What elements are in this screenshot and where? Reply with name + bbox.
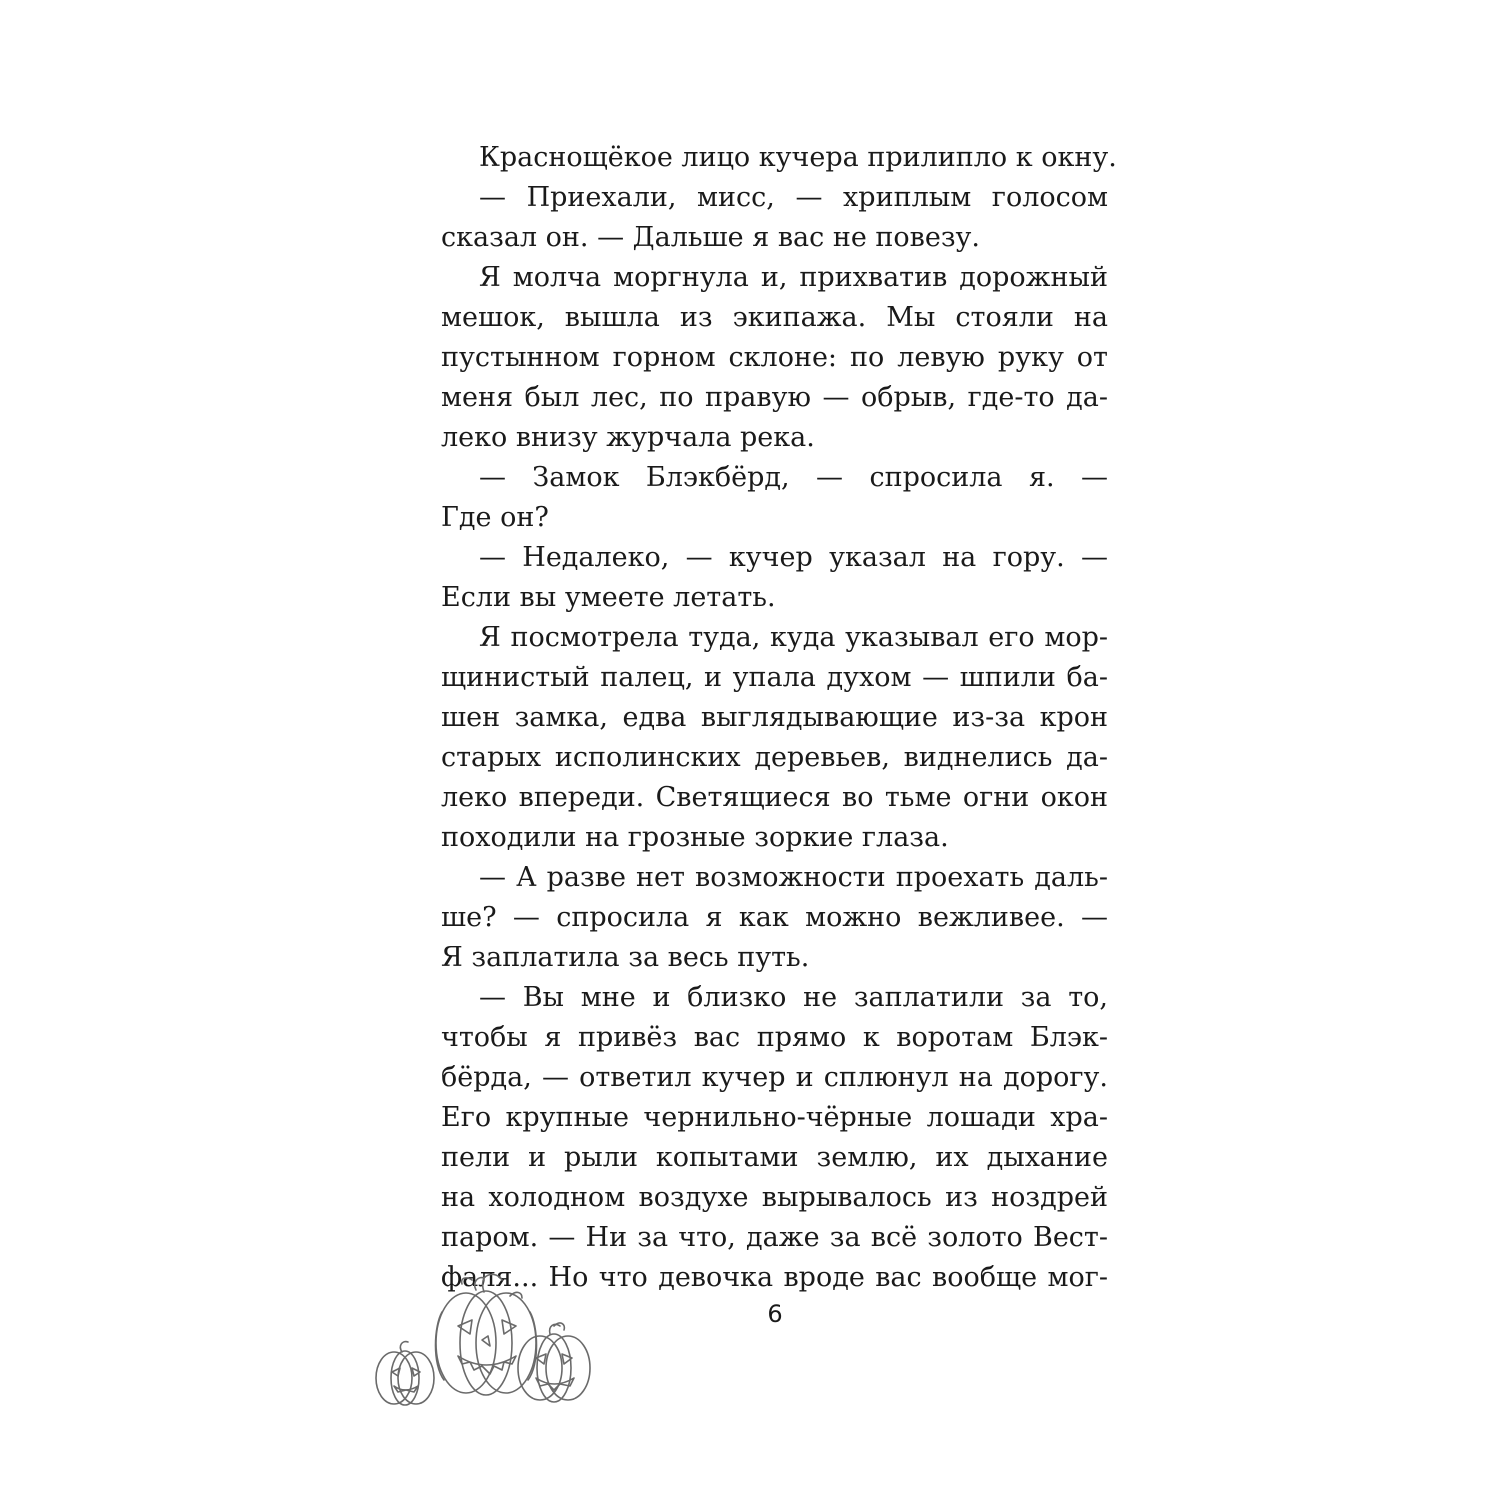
- text-line: паром. — Ни за что, даже за всё золото Вест-: [441, 1222, 1108, 1253]
- body-text: [441, 138, 1117, 1298]
- text-line: меня был лес, по правую — обрыв, где-то да-: [441, 382, 1108, 413]
- text-line: Его крупные чернильно-чёрные лошади хра-: [441, 1102, 1108, 1133]
- text-line: Краснощёкое лицо кучера прилипло к окну.: [479, 142, 1117, 173]
- text-line: на холодном воздухе вырывалось из ноздрей: [441, 1182, 1108, 1213]
- text-line: — Замок Блэкбёрд, — спросила я. —: [479, 462, 1108, 493]
- text-line: старых исполинских деревьев, виднелись да-: [441, 742, 1108, 773]
- text-line: Я заплатила за весь путь.: [441, 942, 810, 973]
- text-line: пели и рыли копытами землю, их дыхание: [441, 1142, 1108, 1173]
- text-line: леко внизу журчала река.: [441, 422, 815, 453]
- text-line: ше? — спросила я как можно вежливее. —: [441, 902, 1108, 933]
- text-line: бёрда, — ответил кучер и сплюнул на дорогу.: [441, 1062, 1108, 1093]
- text-line: — Приехали, мисс, — хриплым голосом: [479, 182, 1108, 213]
- text-line: Я молча моргнула и, прихватив дорожный: [479, 262, 1108, 293]
- text-line: фаля... Но что девочка вроде вас вообще мог-: [441, 1262, 1108, 1293]
- text-line: мешок, вышла из экипажа. Мы стояли на: [441, 302, 1108, 333]
- text-line: Если вы умеете летать.: [441, 582, 776, 613]
- text-line: чтобы я привёз вас прямо к воротам Блэк-: [441, 1022, 1108, 1053]
- text-line: — Вы мне и близко не заплатили за то,: [479, 982, 1108, 1013]
- text-line: Где он?: [441, 502, 549, 533]
- jack-o-lantern-pumpkins-icon: [372, 1268, 602, 1408]
- text-line: — Недалеко, — кучер указал на гору. —: [479, 542, 1108, 573]
- text-line: леко впереди. Светящиеся во тьме огни окон: [441, 782, 1108, 813]
- text-line: шен замка, едва выглядывающие из-за крон: [441, 702, 1108, 733]
- text-line: походили на грозные зоркие глаза.: [441, 822, 949, 853]
- text-line: щинистый палец, и упала духом — шпили ба-: [441, 662, 1108, 693]
- page-number: 6: [767, 1300, 783, 1328]
- text-line: Я посмотрела туда, куда указывал его мор-: [479, 622, 1108, 653]
- text-line: сказал он. — Дальше я вас не повезу.: [441, 222, 981, 253]
- text-line: — А разве нет возможности проехать даль-: [479, 862, 1108, 893]
- text-line: пустынном горном склоне: по левую руку от: [441, 342, 1108, 373]
